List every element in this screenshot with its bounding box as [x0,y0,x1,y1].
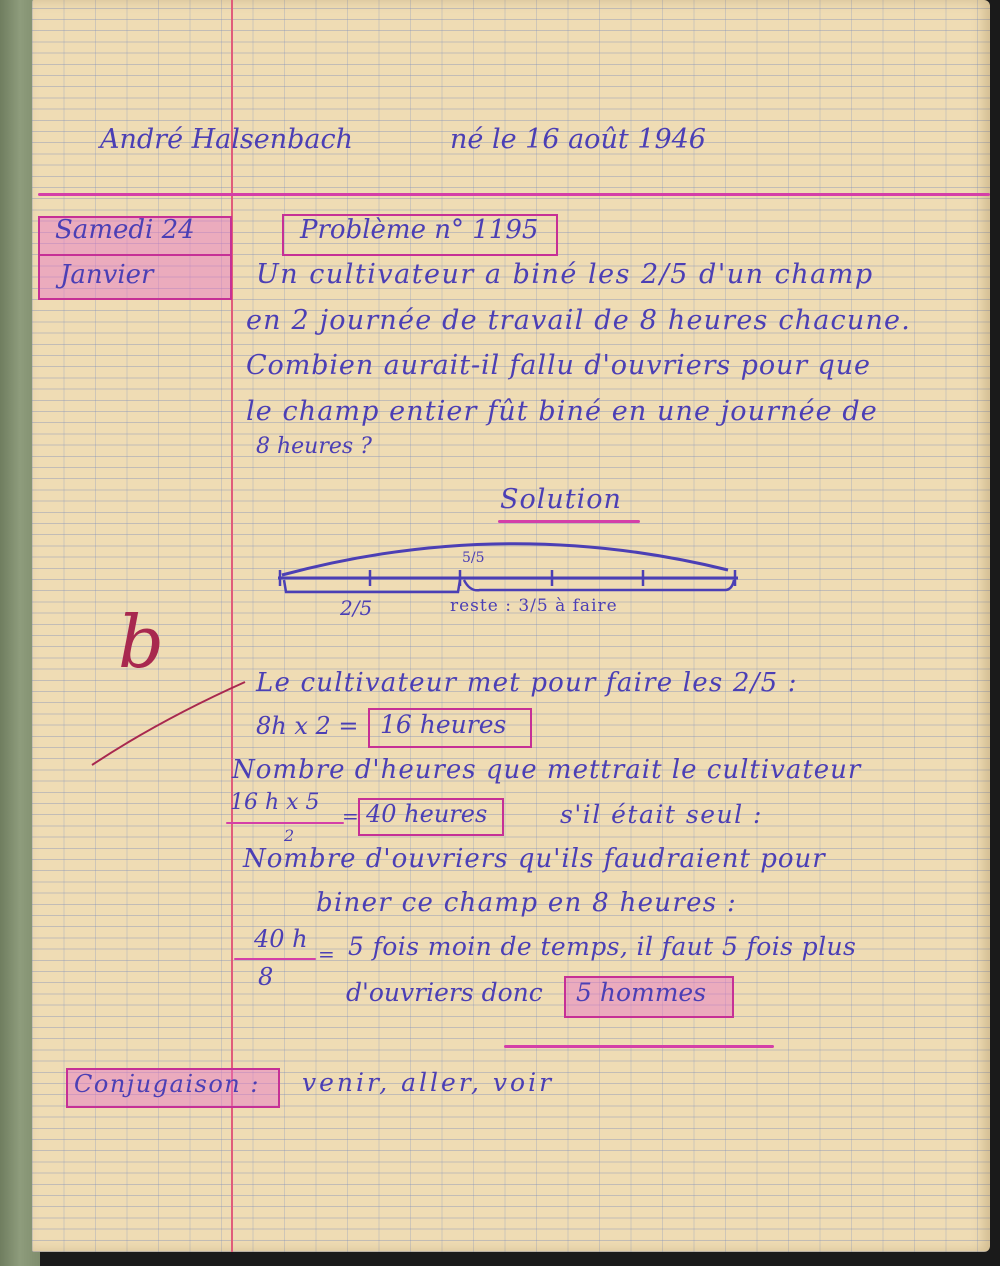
step-4-fraction-bar [226,822,344,824]
step-3-text: Nombre d'heures que mettrait le cultivateur [232,755,862,785]
step-7-numerator: 40 h [254,925,308,953]
conjugaison-label: Conjugaison : [74,1070,260,1098]
diagram-right-label: reste : 3/5 à faire [450,596,618,616]
step-4-denominator: 2 [284,826,295,845]
diagram-top-label: 5/5 [462,550,485,566]
solution-heading: Solution [500,484,622,515]
diagram-left-brace [284,580,460,592]
step-7-equals: = [318,942,335,966]
step-4-suffix: s'il était seul : [560,800,763,829]
step-8-result: 5 hommes [576,978,707,1007]
margin-grade: b [118,600,165,684]
diagram-left-label: 2/5 [340,596,373,620]
diagram-top-brace [282,544,728,575]
step-2-calc: 8h x 2 = [256,712,359,740]
step-4-result: 40 heures [366,800,488,828]
problem-line-5: 8 heures ? [256,434,372,459]
step-1-text: Le cultivateur met pour faire les 2/5 : [256,668,798,698]
grade-slash [92,682,245,765]
problem-line-2: en 2 journée de travail de 8 heures chacune. [246,305,912,336]
step-7-denominator: 8 [258,963,274,991]
solution-end-rule [504,1045,774,1048]
student-name: André Halsenbach [100,124,354,155]
date-day: Samedi 24 [55,215,195,245]
step-7-text: 5 fois moin de temps, il faut 5 fois plus [348,932,857,961]
diagram-right-brace [464,580,734,590]
step-6-text: biner ce champ en 8 heures : [316,888,738,918]
problem-title: Problème n° 1195 [300,215,539,245]
problem-line-4: le champ entier fût biné en une journée de [246,396,878,427]
step-4-equals: = [342,804,359,828]
birth-date: né le 16 août 1946 [450,124,706,155]
problem-line-1: Un cultivateur a biné les 2/5 d'un champ [256,259,874,290]
step-7-fraction-bar [234,958,316,960]
problem-line-3: Combien aurait-il fallu d'ouvriers pour que [246,350,871,381]
date-month: Janvier [60,260,154,290]
step-8-text: d'ouvriers donc [346,978,543,1007]
conjugaison-verbs: venir, aller, voir [302,1068,555,1097]
step-2-result: 16 heures [380,710,507,739]
step-4-numerator: 16 h x 5 [230,790,320,815]
step-5-text: Nombre d'ouvriers qu'ils faudraient pour [243,844,826,874]
